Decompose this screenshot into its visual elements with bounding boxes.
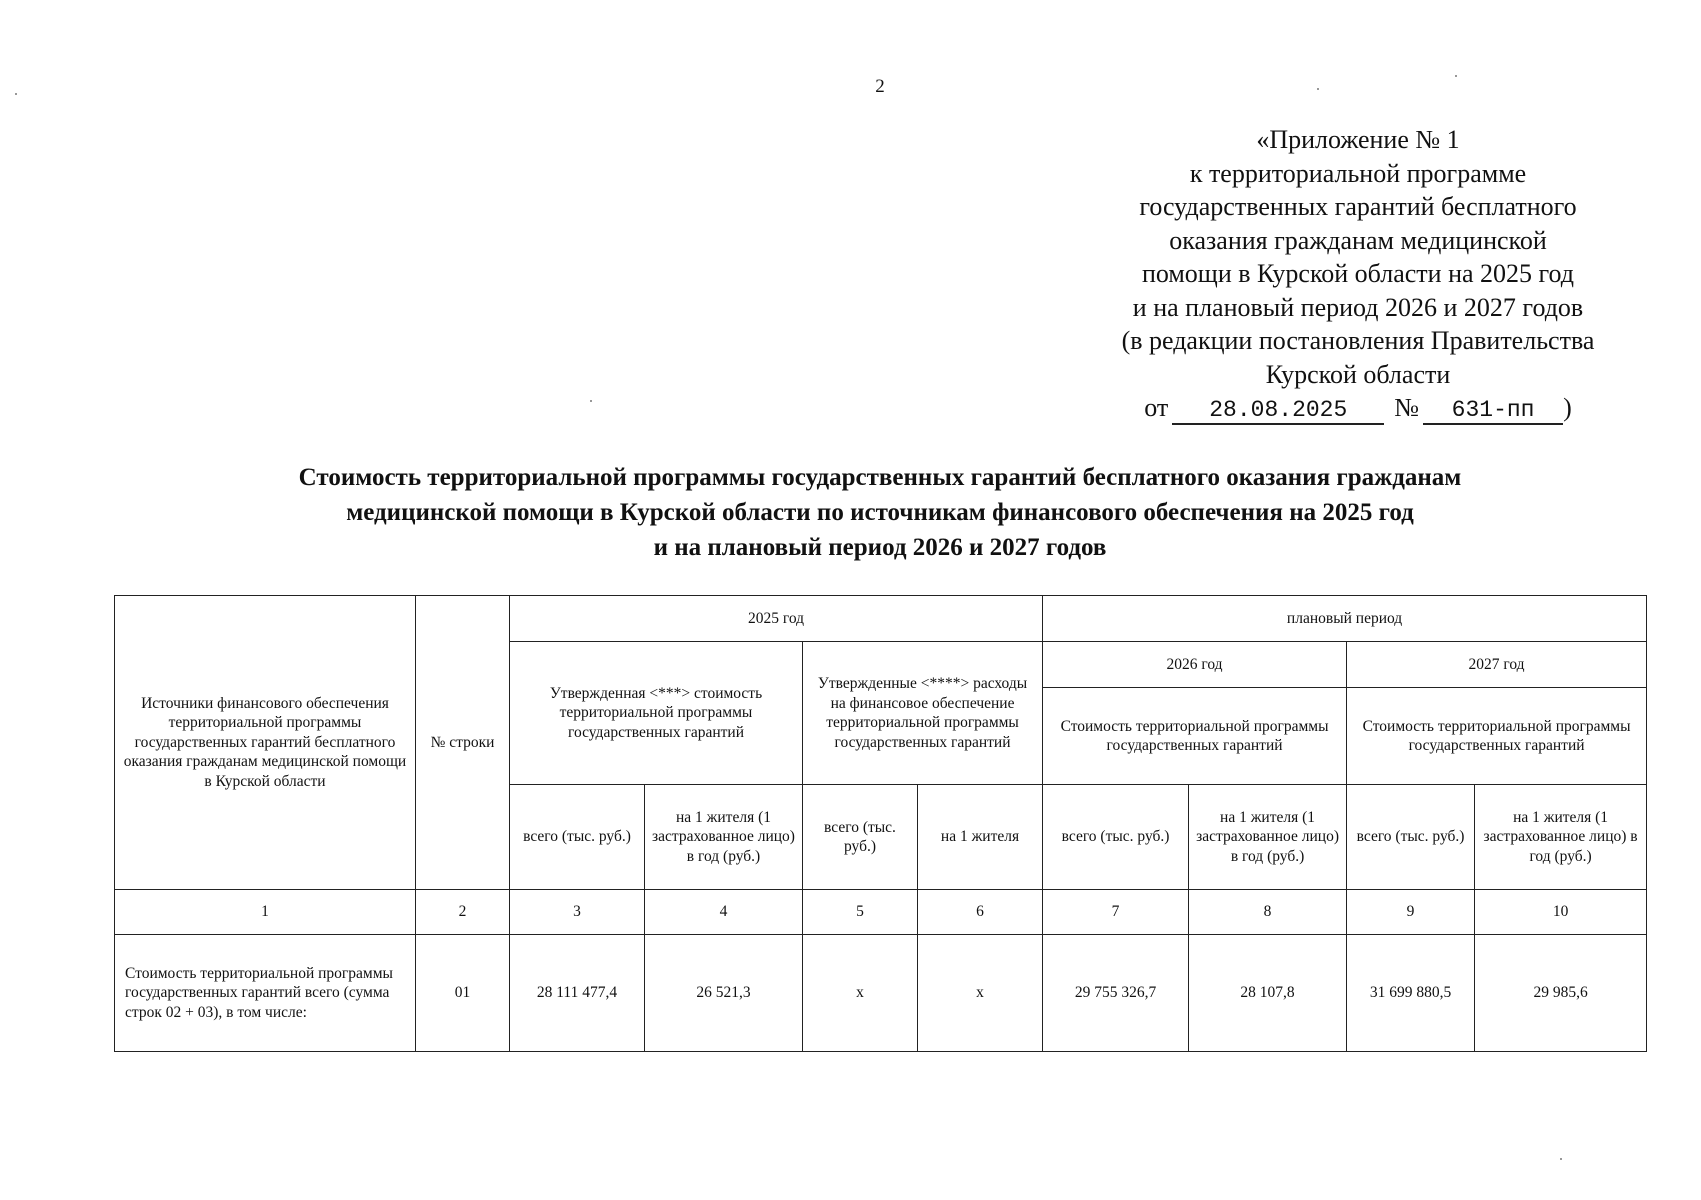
header-total-5: всего (тыс. руб.) xyxy=(803,785,918,890)
scan-speck xyxy=(15,93,17,95)
scan-speck xyxy=(1560,1158,1562,1160)
header-total-7: всего (тыс. руб.) xyxy=(1043,785,1189,890)
header-per-resident-10: на 1 жителя (1 застрахованное лицо) в год (руб.) xyxy=(1475,785,1647,890)
appendix-line: «Приложение № 1 xyxy=(1256,125,1460,154)
header-cost-2026: Стоимость территориальной программы государственных гарантий xyxy=(1043,688,1347,785)
header-year-2026: 2026 год xyxy=(1043,642,1347,688)
title-line: и на плановый период 2026 и 2027 годов xyxy=(653,534,1107,561)
page-number: 2 xyxy=(875,76,885,97)
cell-expenses-total: x xyxy=(803,935,918,1052)
header-year-2027: 2027 год xyxy=(1347,642,1647,688)
cell-total-2027: 31 699 880,5 xyxy=(1347,935,1475,1052)
cell-per-resident-2026: 28 107,8 xyxy=(1189,935,1347,1052)
cell-total-2026: 29 755 326,7 xyxy=(1043,935,1189,1052)
appendix-line: Курской области xyxy=(1265,359,1451,389)
title-line: Стоимость территориальной программы государственных гарантий бесплатного оказания гражданам xyxy=(298,464,1462,491)
title-line: медицинской помощи в Курской области по источникам финансового обеспечения на 2025 год xyxy=(346,499,1414,526)
document-title xyxy=(150,460,1610,565)
column-number-row xyxy=(115,890,1647,935)
appendix-line: к территориальной программе xyxy=(1189,158,1527,188)
header-approved-expenses: Утвержденные <****> расходы на финансовое обеспечение территориальной программы государственных гарантий xyxy=(803,642,1043,785)
header-cost-2027: Стоимость территориальной программы государственных гарантий xyxy=(1347,688,1647,785)
date-prefix: от xyxy=(1144,393,1169,422)
cell-per-resident-2025: 26 521,3 xyxy=(645,935,803,1052)
number-prefix: № xyxy=(1394,393,1420,422)
appendix-line: (в редакции постановления Правительства xyxy=(1121,326,1595,355)
appendix-block xyxy=(1078,123,1638,425)
header-per-resident-8: на 1 жителя (1 застрахованное лицо) в год (руб.) xyxy=(1189,785,1347,890)
appendix-line: и на плановый период 2026 и 2027 годов xyxy=(1132,292,1584,322)
cell-expenses-per-resident: x xyxy=(918,935,1043,1052)
appendix-line: помощи в Курской области на 2025 год xyxy=(1141,259,1575,288)
header-total-3: всего (тыс. руб.) xyxy=(510,785,645,890)
column-number: 2 xyxy=(416,890,510,935)
column-number: 9 xyxy=(1347,890,1475,935)
resolution-date: 28.08.2025 xyxy=(1172,397,1384,425)
header-total-9: всего (тыс. руб.) xyxy=(1347,785,1475,890)
scan-speck xyxy=(1317,88,1319,90)
column-number: 5 xyxy=(803,890,918,935)
header-year-2025: 2025 год xyxy=(510,596,1043,642)
column-number: 4 xyxy=(645,890,803,935)
header-row-number: № строки xyxy=(416,596,510,890)
appendix-line: государственных гарантий бесплатного xyxy=(1139,192,1577,221)
table-row xyxy=(115,935,1647,1052)
scan-speck xyxy=(1455,75,1457,77)
column-number: 8 xyxy=(1189,890,1347,935)
appendix-date-line xyxy=(1078,391,1638,425)
row-number: 01 xyxy=(416,935,510,1052)
row-name: Стоимость территориальной программы государственных гарантий всего (сумма строк 02 + 03), в том числе: xyxy=(115,935,416,1052)
header-per-resident-6: на 1 жителя xyxy=(918,785,1043,890)
column-number: 3 xyxy=(510,890,645,935)
closing-paren: ) xyxy=(1563,393,1572,422)
cell-total-2025: 28 111 477,4 xyxy=(510,935,645,1052)
cell-per-resident-2027: 29 985,6 xyxy=(1475,935,1647,1052)
cost-table xyxy=(114,595,1647,1052)
header-per-resident-4: на 1 жителя (1 застрахованное лицо) в год (руб.) xyxy=(645,785,803,890)
column-number: 6 xyxy=(918,890,1043,935)
column-number: 1 xyxy=(115,890,416,935)
column-number: 10 xyxy=(1475,890,1647,935)
column-number: 7 xyxy=(1043,890,1189,935)
resolution-number: 631-пп xyxy=(1423,397,1563,425)
appendix-line: оказания гражданам медицинской xyxy=(1169,225,1547,255)
header-planning-period: плановый период xyxy=(1043,596,1647,642)
header-sources: Источники финансового обеспечения территориальной программы государственных гарантий бесплатного оказания гражданам медицинской помощи в Курской области xyxy=(115,596,416,890)
scan-speck xyxy=(590,400,592,402)
header-approved-cost: Утвержденная <***> стоимость территориальной программы государственных гарантий xyxy=(510,642,803,785)
